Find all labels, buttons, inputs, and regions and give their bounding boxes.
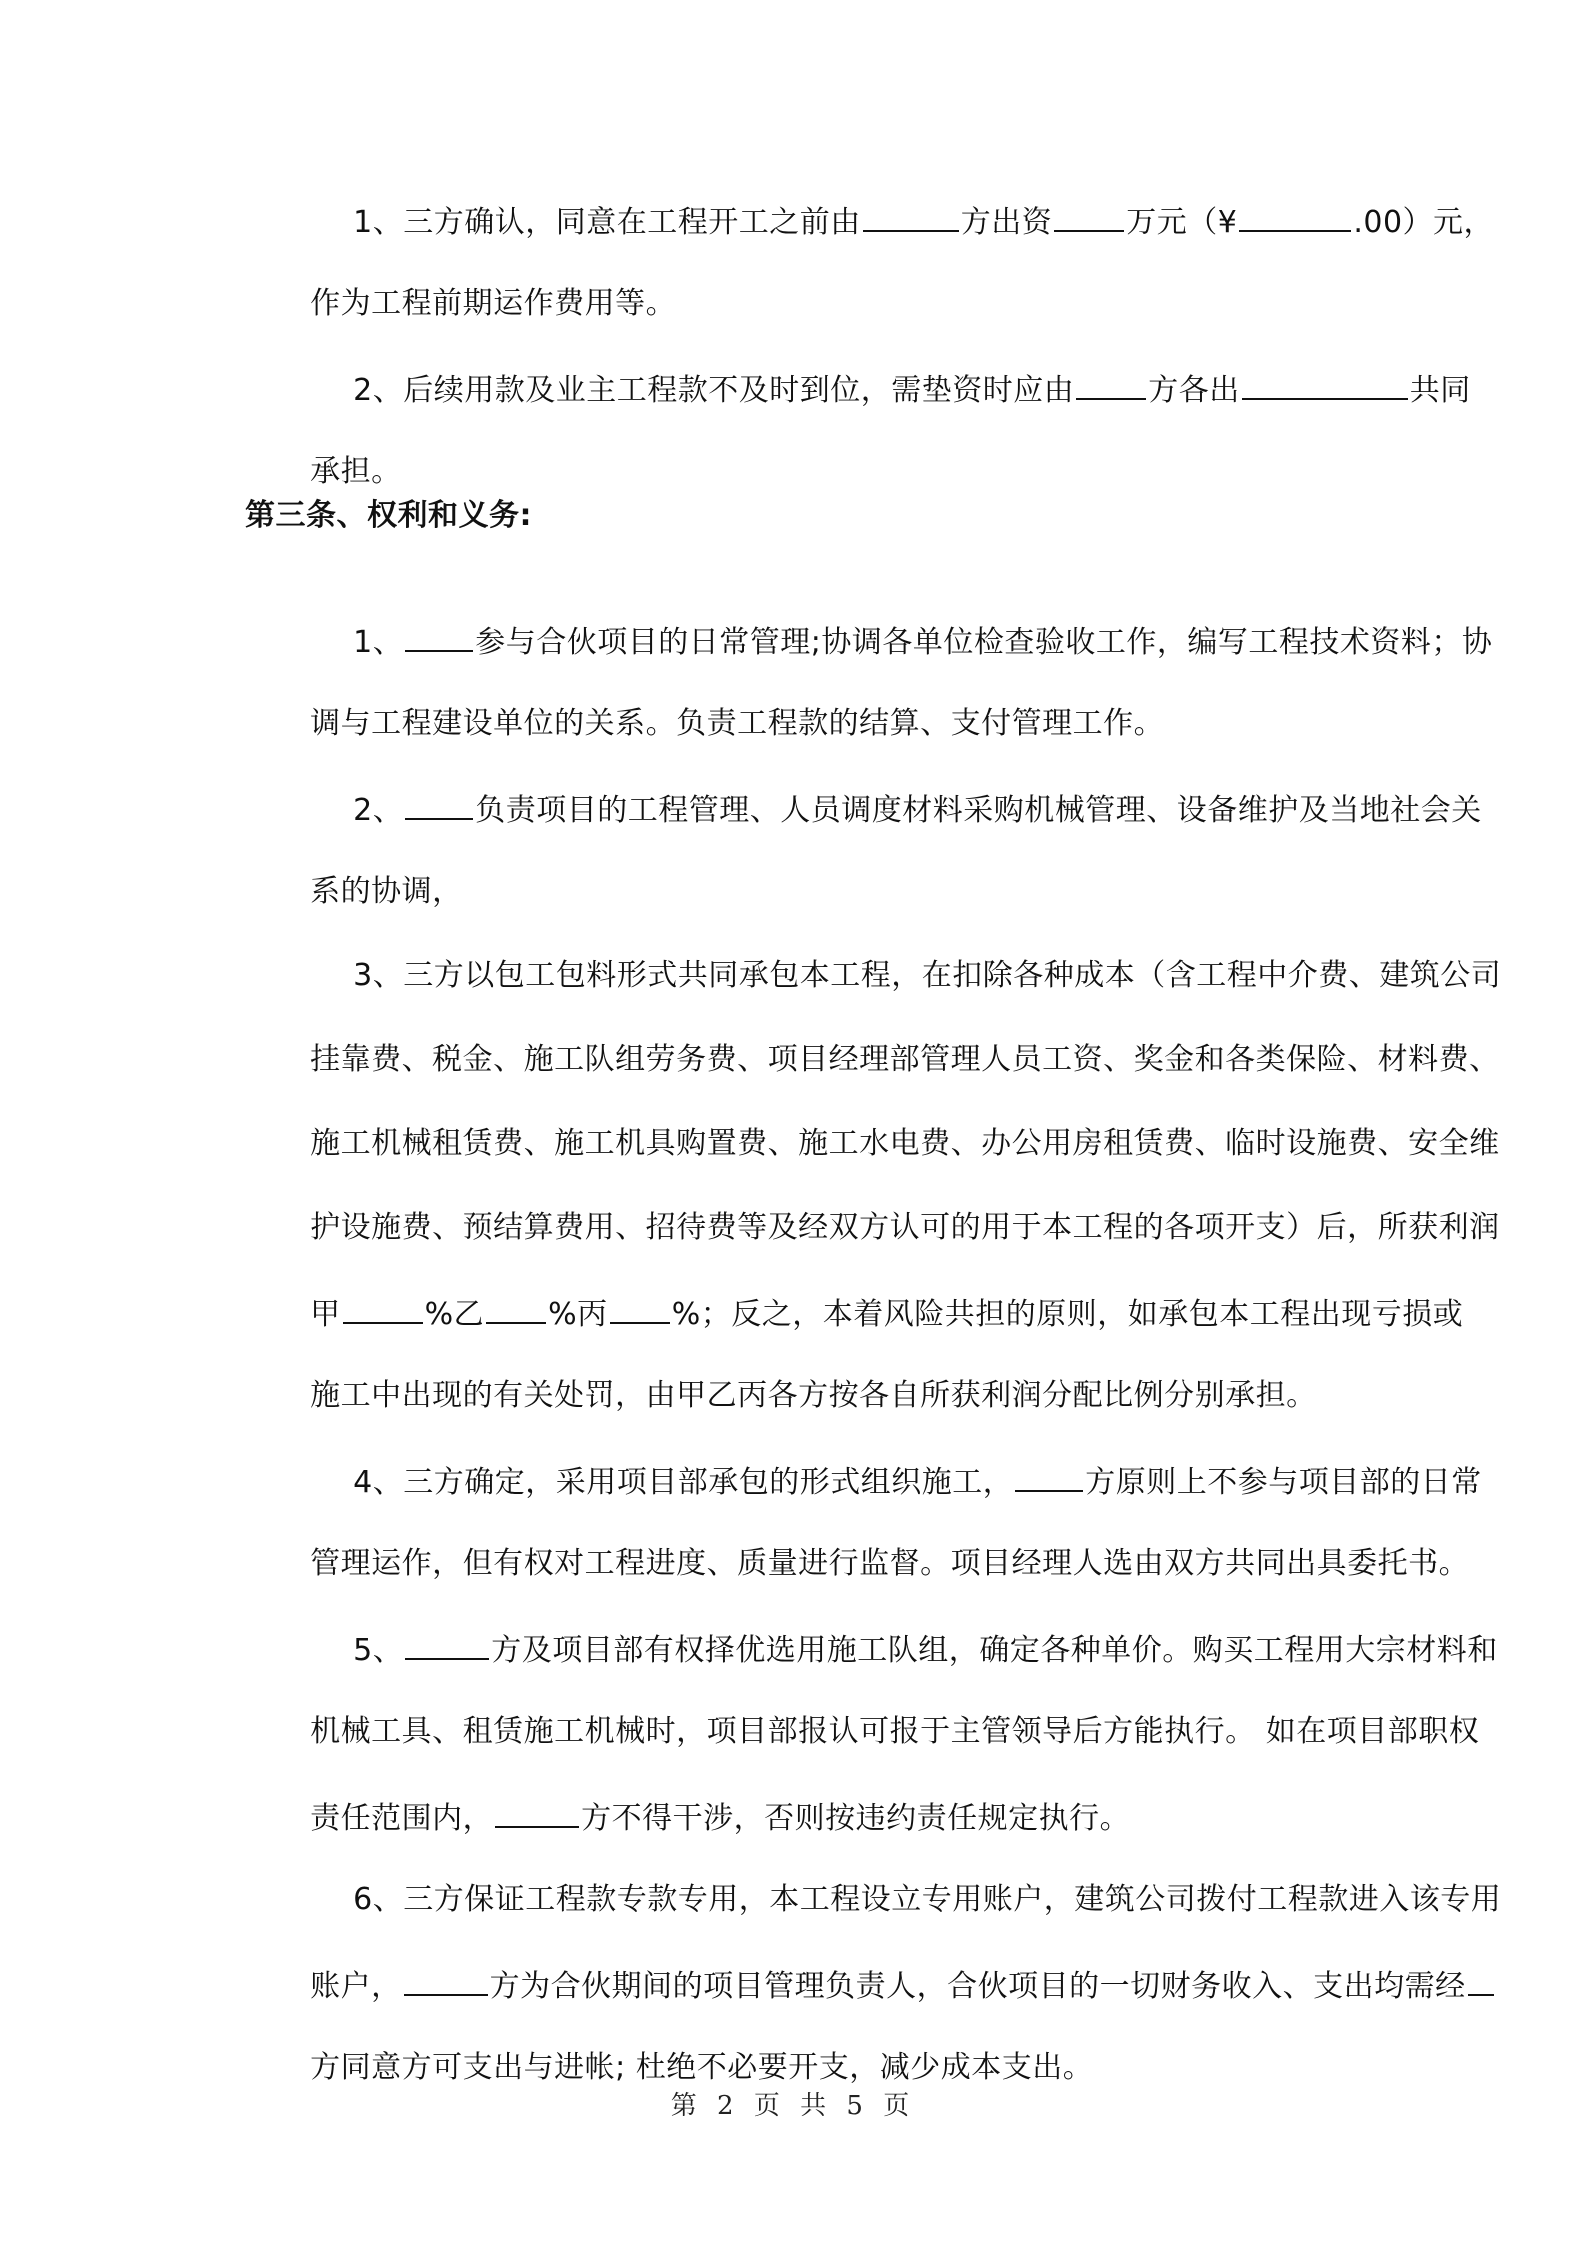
text: 机械工具、租赁施工机械时，项目部报认可报于主管领导后方能执行。 如在项目部职权 bbox=[310, 1714, 1480, 1749]
blank-field bbox=[1015, 1460, 1083, 1492]
text: 方不得干涉，否则按违约责任规定执行。 bbox=[581, 1801, 1131, 1836]
text: 5、 bbox=[353, 1633, 404, 1668]
text: .00）元， bbox=[1353, 205, 1495, 240]
blank-field bbox=[1076, 368, 1146, 400]
text: 方原则上不参与项目部的日常 bbox=[1085, 1465, 1482, 1500]
page-number: 第 2 页 共 5 页 bbox=[670, 2091, 916, 2121]
blank-field bbox=[405, 788, 473, 820]
text: 调与工程建设单位的关系。负责工程款的结算、支付管理工作。 bbox=[310, 706, 1165, 741]
text: 共同 bbox=[1409, 373, 1471, 408]
text: 账户， bbox=[310, 1969, 402, 2004]
text: 施工中出现的有关处罚，由甲乙丙各方按各自所获利润分配比例分别承担。 bbox=[310, 1378, 1317, 1413]
blank-field bbox=[495, 1796, 579, 1828]
text: 方为合伙期间的项目管理负责人，合伙项目的一切财务收入、支出均需经 bbox=[489, 1969, 1466, 2004]
text: 系的协调， bbox=[310, 874, 463, 909]
text: 参与合伙项目的日常管理;协调各单位检查验收工作，编写工程技术资料；协 bbox=[475, 625, 1493, 660]
text: %丙 bbox=[548, 1297, 608, 1332]
clause-2-line-1 bbox=[313, 328, 1471, 451]
blank-field bbox=[486, 1292, 546, 1324]
text: 责任范围内， bbox=[310, 1801, 494, 1836]
blank-field bbox=[610, 1292, 670, 1324]
article-3-heading: 第三条、权利和义务: bbox=[245, 498, 532, 533]
blank-field bbox=[863, 200, 959, 232]
text: 4、三方确定，采用项目部承包的形式组织施工， bbox=[353, 1465, 1014, 1500]
blank-field bbox=[405, 1628, 489, 1660]
text: 方同意方可支出与进帐; 杜绝不必要开支，减少成本支出。 bbox=[310, 2050, 1094, 2085]
text: %乙 bbox=[424, 1297, 485, 1332]
blank-field bbox=[1239, 200, 1351, 232]
text: 护设施费、预结算费用、招待费等及经双方认可的用于本工程的各项开支）后，所获利润 bbox=[310, 1210, 1500, 1245]
blank-field bbox=[1468, 1964, 1494, 1996]
blank-field bbox=[343, 1292, 423, 1324]
blank-field bbox=[404, 1964, 488, 1996]
text: 1、 bbox=[353, 625, 404, 660]
text: 作为工程前期运作费用等。 bbox=[310, 286, 677, 321]
text: 万元（¥ bbox=[1126, 205, 1238, 240]
text: 3、三方以包工包料形式共同承包本工程，在扣除各种成本（含工程中介费、建筑公司 bbox=[353, 958, 1502, 993]
text: %；反之，本着风险共担的原则，如承包本工程出现亏损或 bbox=[671, 1297, 1464, 1332]
text: 方各出 bbox=[1148, 373, 1240, 408]
text: 负责项目的工程管理、人员调度材料采购机械管理、设备维护及当地社会关 bbox=[475, 793, 1482, 828]
text: 2、后续用款及业主工程款不及时到位，需垫资时应由 bbox=[353, 373, 1075, 408]
text: 管理运作，但有权对工程进度、质量进行监督。项目经理人选由双方共同出具委托书。 bbox=[310, 1546, 1470, 1581]
blank-field bbox=[405, 620, 473, 652]
text: 方出资 bbox=[960, 205, 1053, 240]
text: 承担。 bbox=[310, 454, 402, 489]
blank-field bbox=[1242, 368, 1408, 400]
text: 挂靠费、税金、施工队组劳务费、项目经理部管理人员工资、奖金和各类保险、材料费、 bbox=[310, 1042, 1500, 1077]
text: 施工机械租赁费、施工机具购置费、施工水电费、办公用房租赁费、临时设施费、安全维 bbox=[310, 1126, 1500, 1161]
text: 甲 bbox=[310, 1297, 341, 1332]
text: 方及项目部有权择优选用施工队组，确定各种单价。购买工程用大宗材料和 bbox=[491, 1633, 1498, 1668]
right-2-line-1 bbox=[313, 748, 1482, 871]
blank-field bbox=[1054, 200, 1124, 232]
text: 6、三方保证工程款专款专用，本工程设立专用账户，建筑公司拨付工程款进入该专用 bbox=[353, 1882, 1502, 1917]
text: 2、 bbox=[353, 793, 404, 828]
text: 1、三方确认，同意在工程开工之前由 bbox=[353, 205, 861, 240]
